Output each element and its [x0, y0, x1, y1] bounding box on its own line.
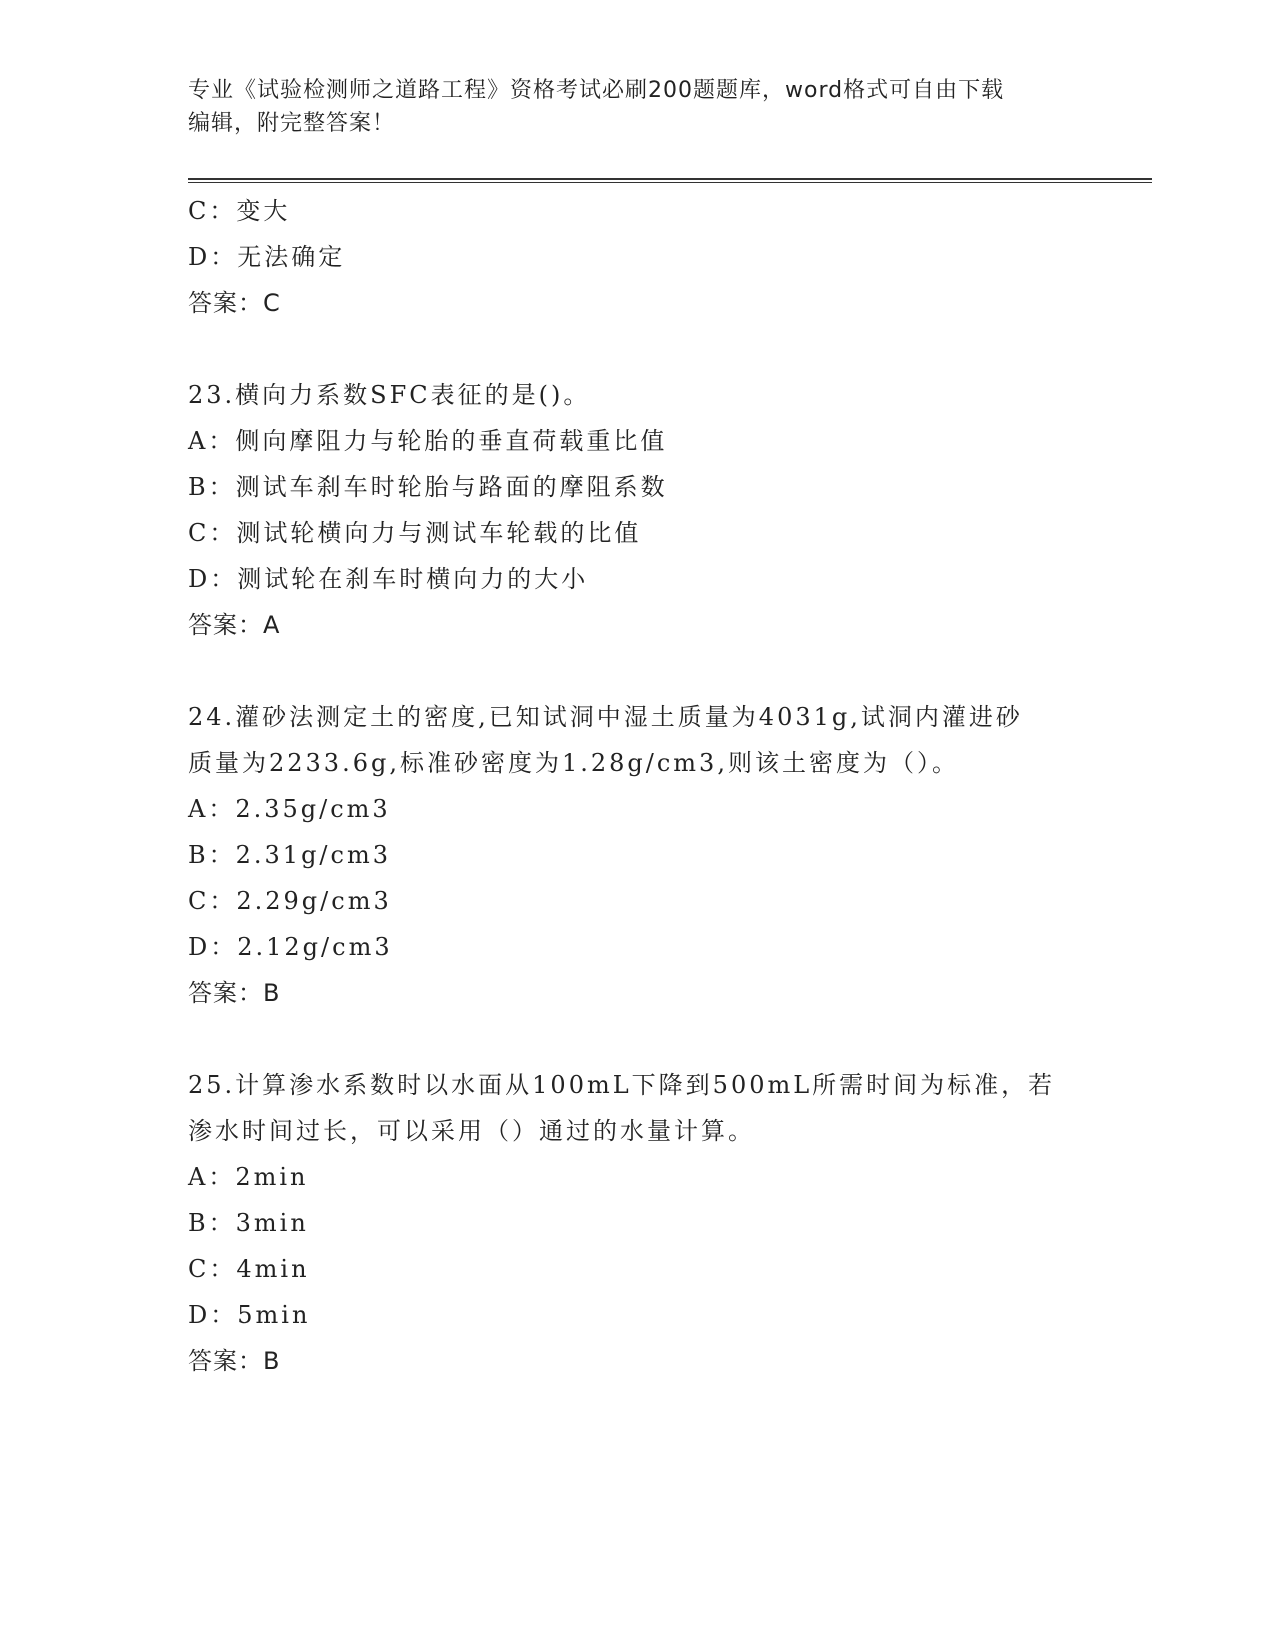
header-divider: [188, 178, 1152, 183]
question-list: [188, 188, 1088, 1384]
question-25: [188, 1062, 1088, 1384]
option-d: D：测试轮在刹车时横向力的大小: [188, 565, 589, 593]
spacer: [188, 648, 1088, 694]
answer-line: 答案：C: [188, 289, 281, 317]
question-stem-line-1: 24.灌砂法测定土的密度,已知试洞中湿土质量为4031g,试洞内灌进砂: [188, 703, 1023, 731]
option-a: A：侧向摩阻力与轮胎的垂直荷载重比值: [188, 427, 668, 455]
option-b: B：测试车刹车时轮胎与路面的摩阻系数: [188, 473, 668, 501]
option-b: B：3min: [188, 1209, 309, 1237]
option-c: C：4min: [188, 1255, 310, 1283]
header-line-2: 编辑，附完整答案！: [188, 111, 396, 136]
question-stem-line-2: 渗水时间过长，可以采用（）通过的水量计算。: [188, 1117, 755, 1145]
question-stem: 23.横向力系数SFC表征的是()。: [188, 381, 591, 409]
answer-line: 答案：B: [188, 1347, 281, 1375]
option-a: A：2min: [188, 1163, 309, 1191]
previous-question-tail: [188, 188, 1088, 326]
document-header: [188, 74, 1088, 140]
question-24: [188, 694, 1088, 1016]
question-23: [188, 372, 1088, 648]
option-d: D：2.12g/cm3: [188, 933, 393, 961]
answer-line: 答案：A: [188, 611, 281, 639]
spacer: [188, 1016, 1088, 1062]
option-a: A：2.35g/cm3: [188, 795, 391, 823]
question-stem-line-2: 质量为2233.6g,标准砂密度为1.28g/cm3,则该土密度为（）。: [188, 749, 959, 777]
question-stem-line-1: 25.计算渗水系数时以水面从100mL下降到500mL所需时间为标准，若: [188, 1071, 1056, 1099]
option-d: D：5min: [188, 1301, 311, 1329]
option-c: C：2.29g/cm3: [188, 887, 392, 915]
option-c: C：变大: [188, 197, 291, 225]
answer-line: 答案：B: [188, 979, 281, 1007]
spacer: [188, 326, 1088, 372]
option-c: C：测试轮横向力与测试车轮载的比值: [188, 519, 642, 547]
header-line-1: 专业《试验检测师之道路工程》资格考试必刷200题题库，word格式可自由下载: [188, 78, 1005, 103]
option-d: D：无法确定: [188, 243, 346, 271]
option-b: B：2.31g/cm3: [188, 841, 391, 869]
